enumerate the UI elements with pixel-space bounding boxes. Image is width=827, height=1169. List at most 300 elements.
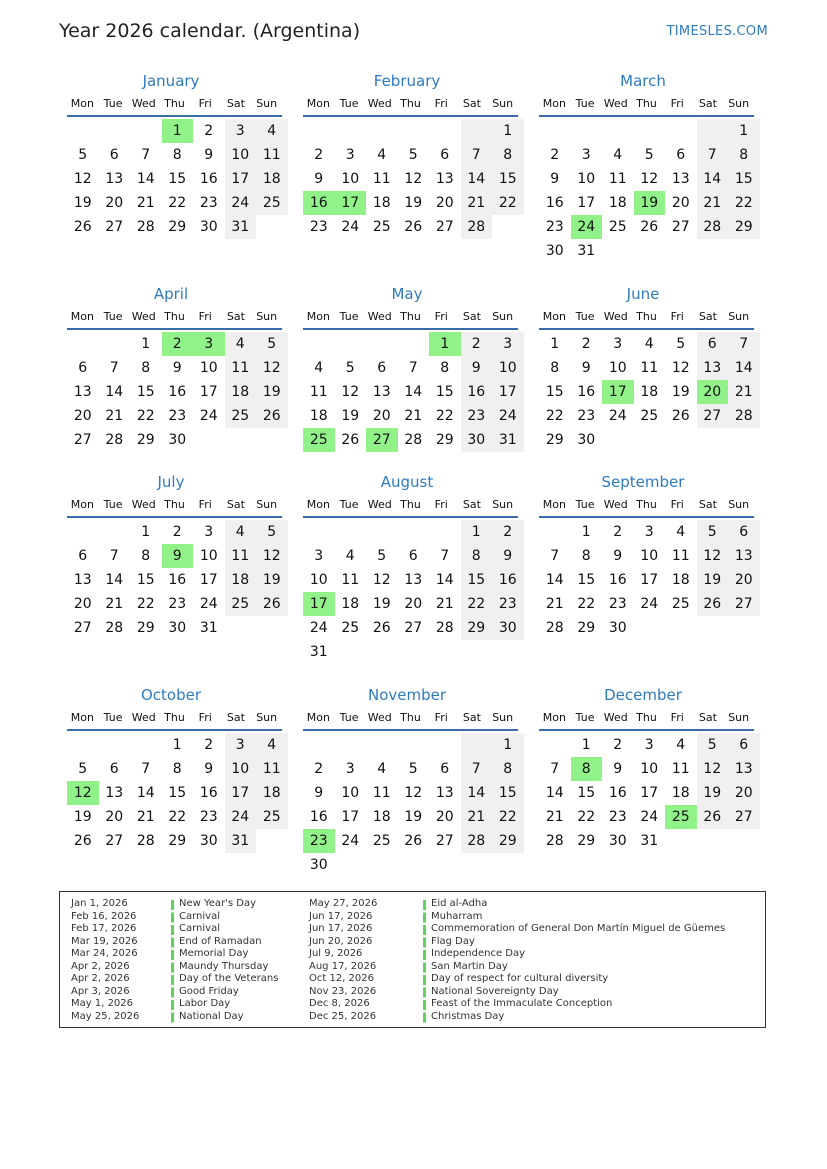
day-cell: 5 [408,147,418,163]
day-cell: 2 [613,737,623,753]
day-cell: 3 [581,147,591,163]
weekday-label: Thu [164,711,185,724]
day-cell: 22 [577,596,596,612]
weekday-label: Fri [434,498,448,511]
day-cell: 23 [309,219,328,235]
weekday-label: Sun [492,310,514,323]
weekday-label: Wed [367,97,392,110]
day-cell: 24 [225,805,257,829]
weekday-label: Thu [400,310,421,323]
day-cell: 28 [545,620,564,636]
weekday-label: Sun [256,498,278,511]
empty-cell [461,119,493,143]
day-cell: 2 [581,336,591,352]
month-august [296,472,518,664]
days-grid [539,520,754,640]
day-cell: 28 [435,620,454,636]
day-cell: 6 [440,147,450,163]
day-cell: 2 [204,737,214,753]
day-cell: 7 [408,360,418,376]
day-cell: 13 [697,356,729,380]
day-cell: 13 [105,171,124,187]
page-title: Year 2026 calendar. (Argentina) [59,20,361,42]
empty-cell [697,829,729,853]
day-cell: 19 [404,809,423,825]
empty-cell [492,215,524,239]
day-cell: 12 [640,171,659,187]
weekday-label: Mon [70,498,94,511]
day-cell: 25 [640,408,659,424]
empty-cell [398,332,430,356]
day-cell: 12 [73,171,92,187]
day-cell: 12 [256,356,288,380]
day-cell: 18 [640,384,659,400]
day-cell: 24 [640,596,659,612]
day-cell: 1 [728,119,760,143]
holiday-name: Day of the Veterans [179,973,279,984]
day-cell: 25 [225,592,257,616]
day-cell: 15 [577,785,596,801]
holiday-name: Carnival [179,923,220,934]
day-cell: 22 [136,408,155,424]
day-cell: 18 [341,596,360,612]
weekday-label: Fri [670,97,684,110]
day-cell: 5 [256,520,288,544]
day-cell: 15 [136,572,155,588]
weekday-label: Sat [698,97,717,110]
day-cell: 6 [408,548,418,564]
day-cell: 3 [644,737,654,753]
days-grid [303,332,518,452]
day-cell: 15 [545,384,564,400]
day-cell: 1 [581,737,591,753]
empty-cell [634,428,666,452]
day-cell: 10 [492,356,524,380]
day-cell: 9 [314,171,324,187]
weekday-header [539,306,754,330]
day-cell: 28 [404,432,423,448]
weekday-label: Tue [575,498,595,511]
day-cell: 20 [728,781,760,805]
holiday-name: Independence Day [431,948,526,959]
day-cell: 21 [105,408,124,424]
holiday-name: Flag Day [431,935,475,947]
month-november [296,685,518,877]
day-cell: 1 [581,524,591,540]
holiday-day-cell: 9 [162,544,194,568]
weekday-label: Fri [198,310,212,323]
day-cell: 20 [73,596,92,612]
empty-cell [398,640,430,664]
day-cell: 23 [577,408,596,424]
day-cell: 31 [225,829,257,853]
holiday-date: Jun 20, 2026 [309,935,373,947]
weekday-label: Sun [728,97,750,110]
day-cell: 7 [141,761,151,777]
day-cell: 21 [435,596,454,612]
day-cell: 11 [372,785,391,801]
day-cell: 31 [309,644,328,660]
days-grid [67,733,282,853]
weekday-header [67,93,282,117]
day-cell: 11 [372,171,391,187]
day-cell: 5 [377,548,387,564]
day-cell: 12 [697,544,729,568]
holiday-name: Good Friday [179,985,239,997]
empty-cell [225,616,257,640]
day-cell: 3 [492,332,524,356]
weekday-label: Sun [728,711,750,724]
day-cell: 4 [676,737,686,753]
weekday-label: Thu [636,498,657,511]
day-cell: 28 [136,833,155,849]
day-cell: 18 [671,572,690,588]
holiday-name: Maundy Thursday [179,960,269,972]
day-cell: 27 [435,833,454,849]
day-cell: 25 [372,833,391,849]
weekday-label: Thu [164,498,185,511]
empty-cell [398,733,430,757]
day-cell: 25 [671,596,690,612]
empty-cell [634,616,666,640]
holiday-date: Mar 19, 2026 [71,935,138,947]
day-cell: 6 [697,332,729,356]
day-cell: 24 [199,596,218,612]
month-name: September [601,473,685,491]
weekday-label: Mon [542,310,566,323]
day-cell: 25 [256,191,288,215]
weekday-label: Tue [339,498,359,511]
weekday-label: Sun [492,711,514,724]
day-cell: 24 [492,404,524,428]
day-cell: 14 [461,167,493,191]
empty-cell [130,119,162,143]
day-cell: 8 [581,548,591,564]
holiday-date: Aug 17, 2026 [309,960,377,972]
weekday-label: Sun [492,498,514,511]
empty-cell [728,239,760,263]
month-name: October [140,686,202,704]
day-cell: 20 [671,195,690,211]
day-cell: 5 [78,147,88,163]
weekday-label: Sun [492,97,514,110]
weekday-label: Tue [339,310,359,323]
day-cell: 17 [640,785,659,801]
weekday-label: Fri [434,711,448,724]
day-cell: 22 [435,408,454,424]
day-cell: 28 [461,215,493,239]
day-cell: 5 [676,336,686,352]
days-grid [539,332,754,452]
month-name: July [157,473,185,491]
day-cell: 10 [577,171,596,187]
day-cell: 18 [608,195,627,211]
day-cell: 3 [204,524,214,540]
day-cell: 25 [256,805,288,829]
holiday-date: Jun 17, 2026 [309,910,373,922]
day-cell: 2 [314,761,324,777]
day-cell: 14 [545,572,564,588]
day-cell: 19 [697,781,729,805]
empty-cell [602,119,634,143]
weekday-header [303,93,518,117]
holiday-day-cell: 17 [303,592,335,616]
empty-cell [602,428,634,452]
day-cell: 14 [105,384,124,400]
weekday-label: Tue [575,711,595,724]
day-cell: 7 [728,332,760,356]
day-cell: 1 [141,524,151,540]
weekday-label: Fri [670,711,684,724]
day-cell: 10 [341,785,360,801]
day-cell: 2 [204,123,214,139]
day-cell: 7 [109,360,119,376]
holiday-day-cell: 17 [335,191,367,215]
day-cell: 20 [404,596,423,612]
day-cell: 18 [225,568,257,592]
holiday-date: May 27, 2026 [309,898,378,909]
day-cell: 5 [408,761,418,777]
month-name: March [620,72,666,90]
day-cell: 17 [199,572,218,588]
day-cell: 12 [341,384,360,400]
holiday-date: Jan 1, 2026 [71,898,128,909]
day-cell: 6 [78,548,88,564]
weekday-label: Fri [670,310,684,323]
day-cell: 20 [372,408,391,424]
day-cell: 5 [644,147,654,163]
days-grid [303,520,518,664]
day-cell: 17 [225,167,257,191]
empty-cell [429,119,461,143]
weekday-label: Thu [164,310,185,323]
holiday-day-cell: 16 [303,191,335,215]
day-cell: 6 [728,520,760,544]
day-cell: 23 [168,408,187,424]
holiday-name: Carnival [179,910,220,922]
empty-cell [335,332,367,356]
day-cell: 11 [225,356,257,380]
holiday-date: Feb 16, 2026 [71,910,137,922]
holiday-name: Commemoration of General Don Martín Miguel de Güemes [431,923,726,934]
day-cell: 19 [341,408,360,424]
day-cell: 14 [697,167,729,191]
empty-cell [67,520,99,544]
weekday-label: Thu [400,498,421,511]
day-cell: 19 [256,568,288,592]
day-cell: 26 [256,592,288,616]
empty-cell [366,332,398,356]
empty-cell [634,119,666,143]
holiday-date: May 25, 2026 [71,1010,140,1022]
holiday-day-cell: 25 [665,805,697,829]
day-cell: 21 [461,191,493,215]
day-cell: 12 [372,572,391,588]
day-cell: 23 [199,195,218,211]
day-cell: 18 [372,195,391,211]
day-cell: 4 [225,332,257,356]
day-cell: 31 [492,428,524,452]
brand-logo[interactable]: TIMESLES.COM [666,24,768,39]
holiday-date: Apr 2, 2026 [71,960,130,972]
day-cell: 16 [309,809,328,825]
empty-cell [461,733,493,757]
day-cell: 20 [105,195,124,211]
day-cell: 13 [73,572,92,588]
day-cell: 1 [550,336,560,352]
days-grid [303,119,518,239]
day-cell: 12 [256,544,288,568]
holiday-name: San Martin Day [431,960,508,972]
day-cell: 28 [105,620,124,636]
month-name: January [142,72,200,90]
empty-cell [303,332,335,356]
weekday-label: Fri [434,97,448,110]
holiday-day-cell: 20 [697,380,729,404]
empty-cell [335,733,367,757]
empty-cell [571,119,603,143]
day-cell: 13 [728,544,760,568]
day-cell: 19 [372,596,391,612]
day-cell: 4 [676,524,686,540]
empty-cell [728,616,760,640]
day-cell: 25 [372,219,391,235]
empty-cell [665,428,697,452]
weekday-label: Sun [728,498,750,511]
day-cell: 8 [492,143,524,167]
day-cell: 4 [225,520,257,544]
empty-cell [461,853,493,877]
holiday-date: Apr 3, 2026 [71,985,130,997]
day-cell: 21 [697,191,729,215]
empty-cell [67,733,99,757]
day-cell: 8 [492,757,524,781]
day-cell: 21 [461,805,493,829]
day-cell: 20 [435,809,454,825]
empty-cell [335,853,367,877]
day-cell: 2 [461,332,493,356]
day-cell: 12 [404,785,423,801]
empty-cell [335,520,367,544]
weekday-label: Sat [698,310,717,323]
day-cell: 9 [550,171,560,187]
day-cell: 31 [577,243,596,259]
day-cell: 8 [172,147,182,163]
day-cell: 3 [345,147,355,163]
day-cell: 30 [199,833,218,849]
holiday-day-cell: 25 [303,428,335,452]
day-cell: 20 [435,195,454,211]
day-cell: 28 [105,432,124,448]
day-cell: 9 [613,761,623,777]
empty-cell [366,520,398,544]
empty-cell [539,520,571,544]
day-cell: 30 [168,432,187,448]
day-cell: 7 [550,548,560,564]
day-cell: 21 [545,809,564,825]
day-cell: 10 [640,761,659,777]
day-cell: 17 [341,809,360,825]
empty-cell [697,616,729,640]
holiday-name: Day of respect for cultural diversity [431,973,609,984]
day-cell: 6 [78,360,88,376]
day-cell: 6 [377,360,387,376]
day-cell: 24 [608,408,627,424]
empty-cell [303,733,335,757]
day-cell: 2 [492,520,524,544]
day-cell: 22 [492,191,524,215]
day-cell: 27 [73,620,92,636]
holiday-date: Dec 8, 2026 [309,998,370,1009]
day-cell: 30 [309,857,328,873]
day-cell: 7 [550,761,560,777]
day-cell: 23 [168,596,187,612]
day-cell: 15 [435,384,454,400]
day-cell: 19 [697,568,729,592]
day-cell: 11 [309,384,328,400]
weekday-header [303,707,518,731]
weekday-label: Sat [226,310,245,323]
month-june [532,284,754,452]
weekday-label: Thu [636,310,657,323]
days-grid [67,119,282,239]
day-cell: 21 [136,809,155,825]
day-cell: 8 [141,548,151,564]
day-cell: 14 [461,781,493,805]
weekday-header [67,306,282,330]
holiday-name: Labor Day [179,998,231,1009]
weekday-label: Sat [698,711,717,724]
weekday-label: Wed [131,310,156,323]
day-cell: 23 [608,596,627,612]
day-cell: 26 [404,219,423,235]
empty-cell [697,239,729,263]
day-cell: 24 [199,408,218,424]
month-name: April [153,285,189,303]
day-cell: 4 [613,147,623,163]
holiday-name: New Year's Day [179,898,257,909]
day-cell: 28 [728,404,760,428]
legend-marker-bar [423,900,426,1024]
day-cell: 22 [728,191,760,215]
day-cell: 2 [613,524,623,540]
day-cell: 29 [168,219,187,235]
weekday-label: Thu [636,711,657,724]
holiday-day-cell: 1 [162,119,194,143]
day-cell: 10 [225,143,257,167]
empty-cell [429,640,461,664]
holiday-day-cell: 27 [366,428,398,452]
day-cell: 11 [671,548,690,564]
weekday-label: Tue [103,310,123,323]
day-cell: 21 [728,380,760,404]
weekday-label: Sat [226,97,245,110]
weekday-label: Mon [306,498,330,511]
weekday-label: Mon [306,310,330,323]
day-cell: 31 [199,620,218,636]
day-cell: 6 [109,147,119,163]
holiday-name: National Sovereignty Day [431,985,559,997]
empty-cell [256,428,288,452]
day-cell: 22 [168,809,187,825]
day-cell: 2 [314,147,324,163]
day-cell: 1 [492,119,524,143]
day-cell: 30 [545,243,564,259]
day-cell: 6 [676,147,686,163]
holiday-date: Feb 17, 2026 [71,923,137,934]
day-cell: 18 [256,167,288,191]
empty-cell [665,239,697,263]
